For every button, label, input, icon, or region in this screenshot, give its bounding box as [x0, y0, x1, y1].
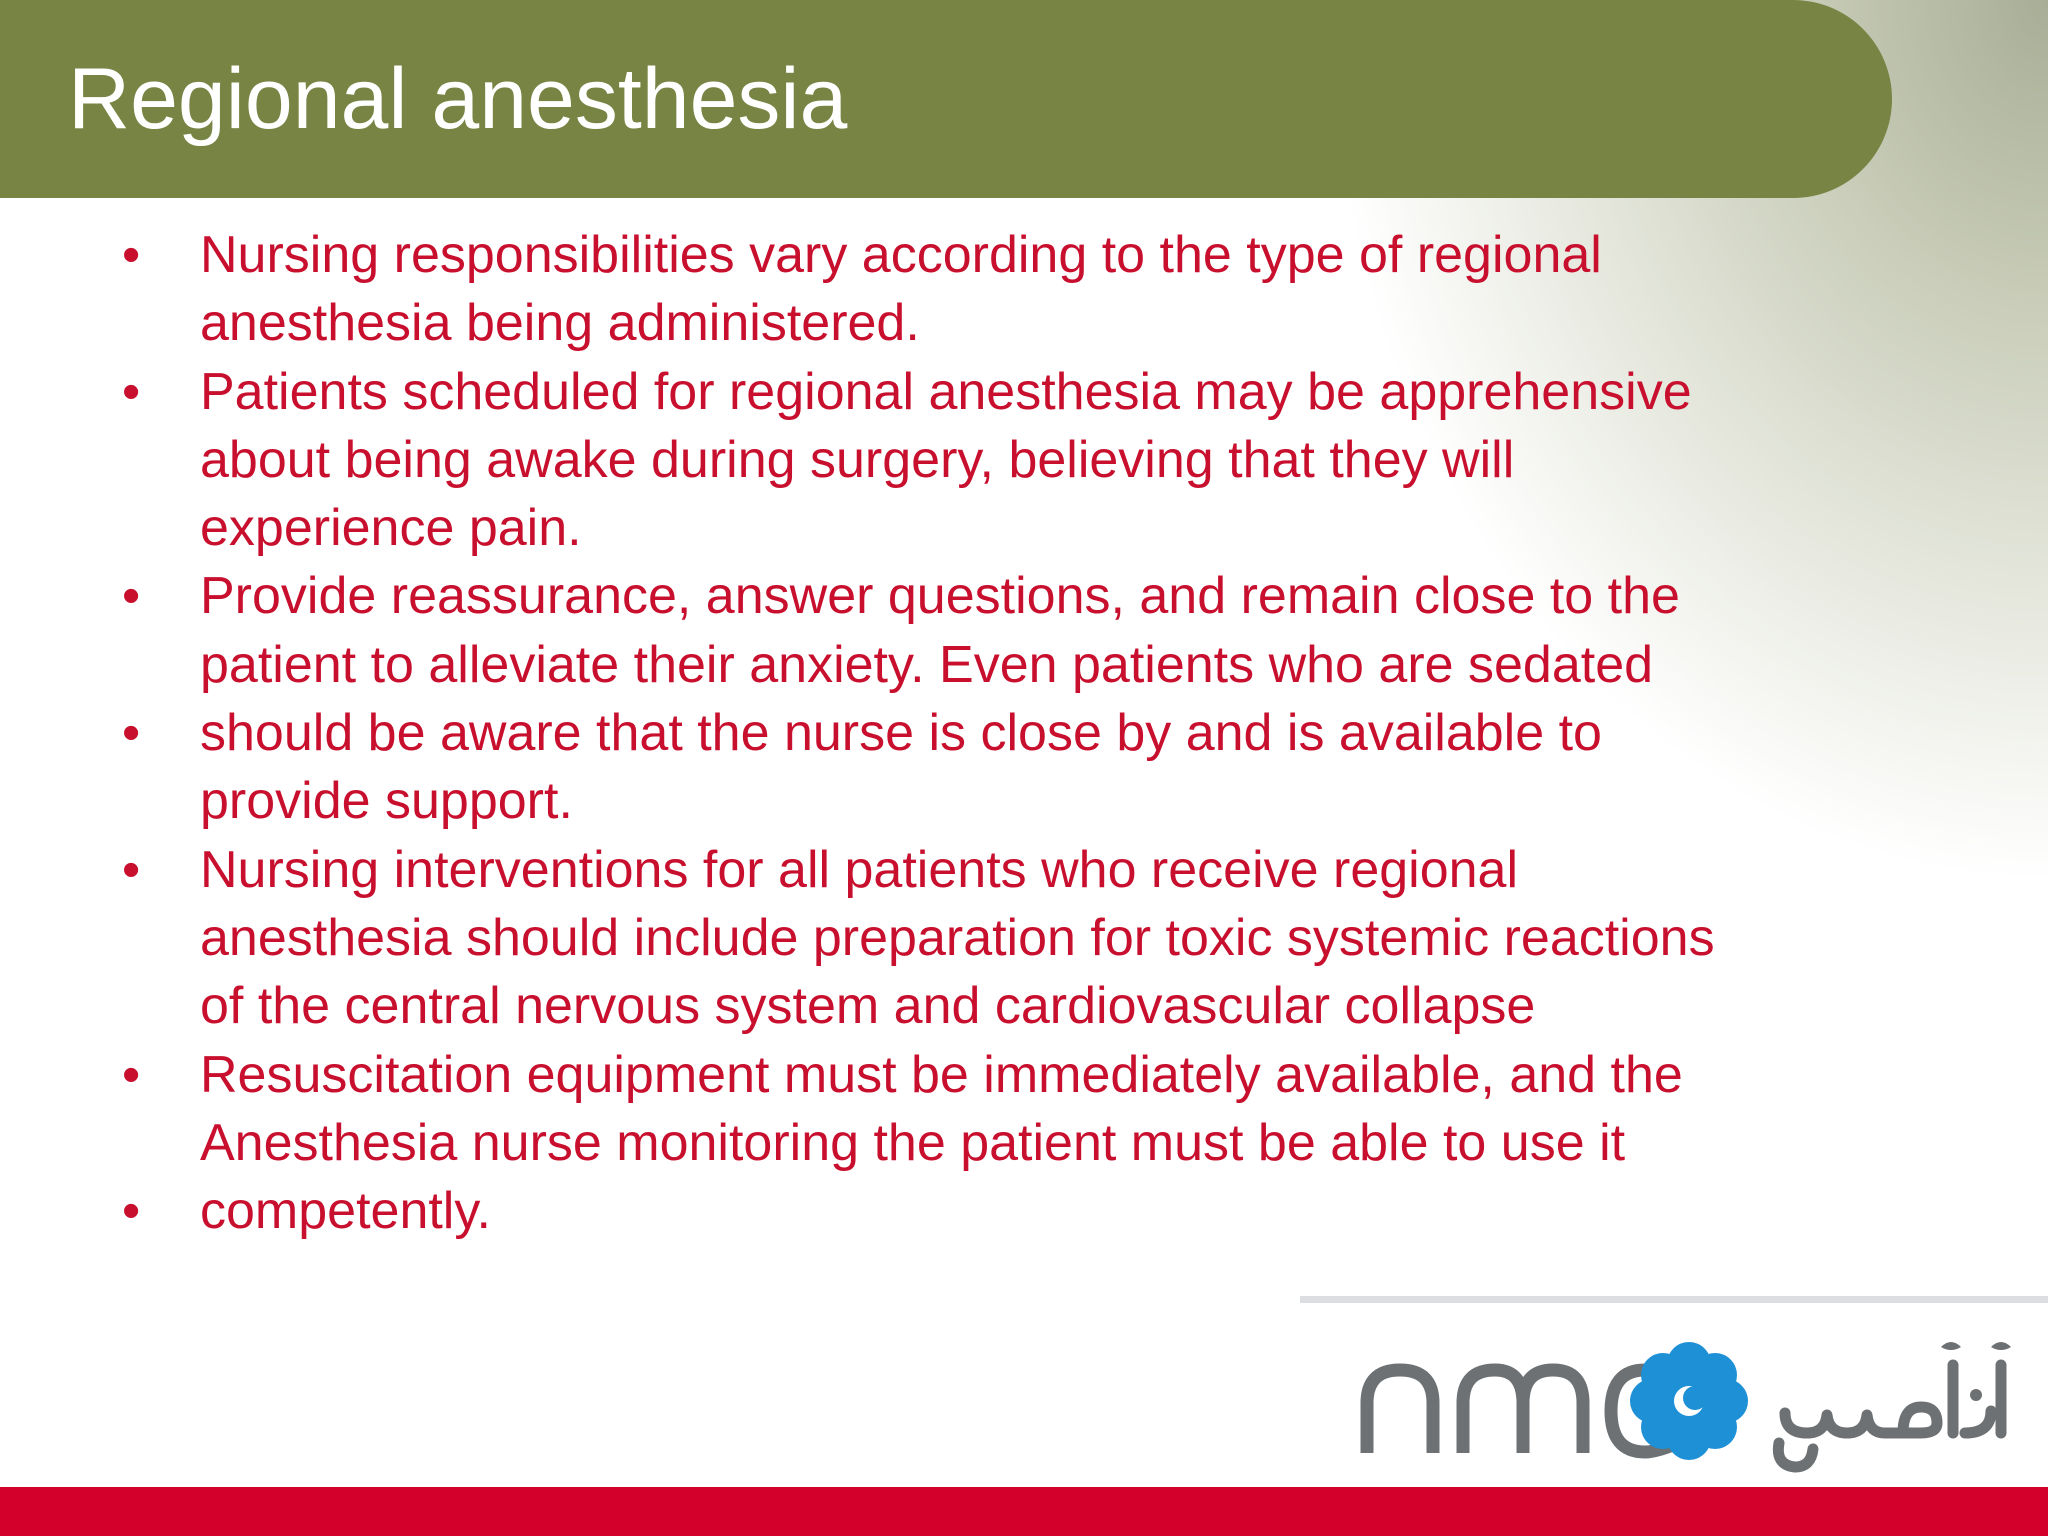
bullet-dot-icon: •	[122, 362, 141, 421]
bullet-text: Patients scheduled for regional anesthesia may be apprehensive about being awake during surgery, believing that they will experience pain.	[200, 362, 1692, 558]
bullet-dot-icon: •	[122, 1045, 141, 1104]
nmc-logo-arabic	[1778, 1365, 2001, 1467]
bullet-text: should be aware that the nurse is close by and is available to provide support.	[200, 704, 1602, 831]
bullet-dot-icon: •	[122, 840, 141, 899]
bullet-item	[118, 1177, 1918, 1245]
bullet-text: Nursing interventions for all patients who receive regional anesthesia should include preparation for toxic systemic reactions of the central nervous system and cardiovascular collapse	[200, 840, 1715, 1036]
bullet-text: competently.	[200, 1182, 491, 1241]
bullet-item	[118, 562, 1918, 699]
flower-emblem-icon	[1630, 1342, 1748, 1460]
bullet-text: Provide reassurance, answer questions, and remain close to the patient to alleviate their anxiety. Even patients who are sedated	[200, 567, 1680, 694]
bullet-dot-icon: •	[122, 1182, 141, 1241]
footer-divider	[1300, 1296, 2048, 1303]
bullet-item	[118, 1041, 1918, 1178]
bullet-dot-icon: •	[122, 704, 141, 763]
nmc-logo-latin	[1367, 1370, 1673, 1453]
bullet-item	[118, 358, 1918, 563]
nmc-logo	[1355, 1325, 2021, 1475]
bullet-item	[118, 699, 1918, 836]
bullet-list	[118, 221, 1918, 1245]
bullet-text: Resuscitation equipment must be immediately available, and the Anesthesia nurse monitoring the patient must be able to use it	[200, 1045, 1683, 1172]
bullet-dot-icon: •	[122, 226, 141, 284]
bullet-dot-icon: •	[122, 567, 141, 626]
bullet-item	[118, 836, 1918, 1041]
footer-bar	[0, 1487, 2048, 1536]
bullet-text: Nursing responsibilities vary according to the type of regional anesthesia being administered.	[200, 226, 1602, 353]
bullet-item	[118, 221, 1918, 358]
slide-title: Regional anesthesia	[68, 51, 848, 147]
title-bar	[0, 0, 1892, 198]
